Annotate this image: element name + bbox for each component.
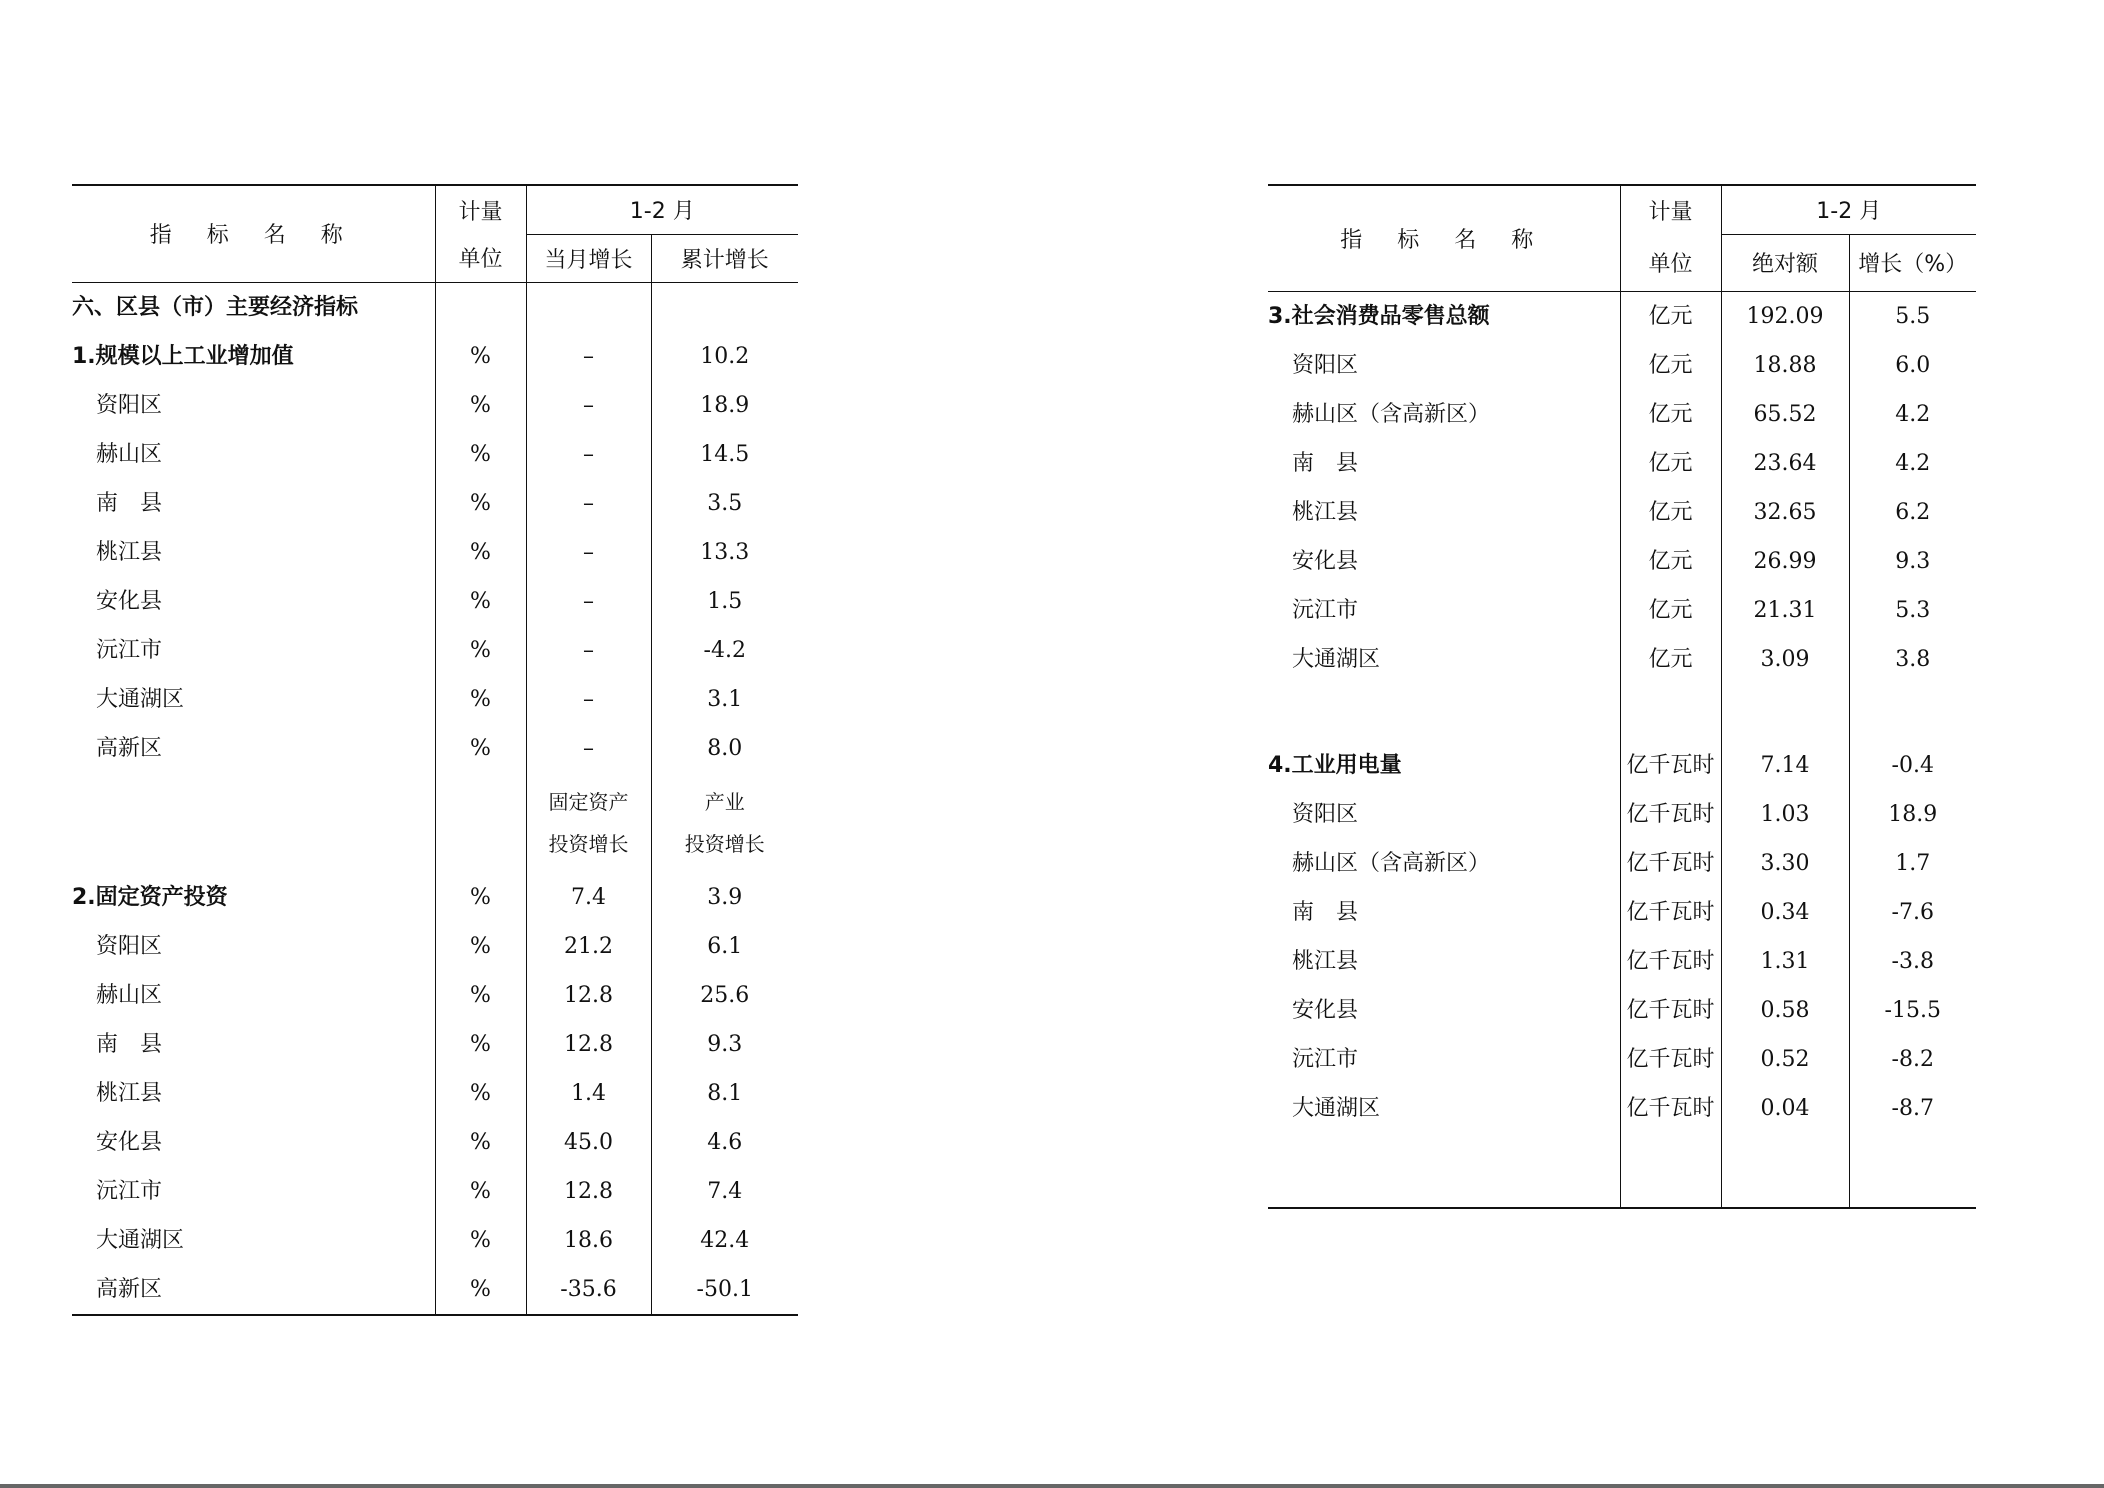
row-cum: 8.1	[707, 1080, 743, 1106]
row-name: 大通湖区	[72, 675, 435, 724]
row-cum: 6.1	[707, 933, 743, 959]
row-growth: 3.8	[1895, 646, 1931, 672]
row-cum: 42.4	[700, 1227, 750, 1253]
row-name: 赫山区	[72, 430, 435, 479]
row-name: 2.固定资产投资	[72, 873, 435, 922]
row-cum: 7.4	[707, 1178, 743, 1204]
indicator-header: 指 标 名 称	[72, 185, 435, 282]
row-abs: 0.58	[1721, 986, 1849, 1035]
row-name: 安化县	[1268, 537, 1620, 586]
table-row	[1268, 937, 1976, 986]
row-month: –	[526, 430, 651, 479]
row-unit: %	[435, 922, 526, 971]
row-abs: 26.99	[1721, 537, 1849, 586]
row-month: –	[526, 332, 651, 381]
row-unit: 亿元	[1620, 537, 1721, 586]
row-growth: 18.9	[1888, 801, 1938, 827]
row-abs: 0.04	[1721, 1084, 1849, 1133]
table-row	[72, 1069, 798, 1118]
table-row	[72, 528, 798, 577]
table-row	[1268, 488, 1976, 537]
fixed-investment-growth-subheader	[526, 773, 651, 873]
row-unit: 亿元	[1620, 291, 1721, 341]
row-growth: -3.8	[1891, 948, 1934, 974]
row-month: –	[526, 724, 651, 773]
row-name: 资阳区	[1268, 341, 1620, 390]
row-name: 大通湖区	[1268, 635, 1620, 684]
row-abs: 1.03	[1721, 790, 1849, 839]
row-name: 沅江市	[1268, 586, 1620, 635]
row-name: 沅江市	[72, 626, 435, 675]
subheader-line2: 投资增长	[548, 831, 629, 856]
row-unit: %	[435, 873, 526, 922]
row-cum: -50.1	[651, 1265, 798, 1315]
table-row	[1268, 790, 1976, 839]
row-unit: 亿元	[1620, 488, 1721, 537]
row-month: –	[526, 626, 651, 675]
row-unit: 亿千瓦时	[1620, 986, 1721, 1035]
row-growth: -8.2	[1891, 1046, 1934, 1072]
row-abs: 21.31	[1721, 586, 1849, 635]
table-row	[72, 332, 798, 381]
row-cum: -4.2	[703, 637, 746, 663]
row-month: –	[526, 528, 651, 577]
row-cum: 1.5	[707, 588, 743, 614]
row-growth: 5.5	[1895, 303, 1931, 329]
row-unit: %	[435, 1069, 526, 1118]
row-unit: 亿千瓦时	[1620, 1084, 1721, 1133]
monthly-growth-header: 当月增长	[526, 234, 651, 282]
row-name: 沅江市	[1268, 1035, 1620, 1084]
row-growth: -0.4	[1891, 752, 1934, 778]
table-row	[72, 282, 798, 332]
period-header: 1-2 月	[1721, 185, 1976, 234]
row-unit: 亿千瓦时	[1620, 888, 1721, 937]
row-unit: %	[435, 332, 526, 381]
table-row	[72, 922, 798, 971]
row-growth: -15.5	[1884, 997, 1941, 1023]
table-row	[1268, 741, 1976, 790]
table-row	[1268, 839, 1976, 888]
spacer-row	[1268, 733, 1976, 741]
row-name: 桃江县	[1268, 937, 1620, 986]
row-name: 赫山区（含高新区）	[1268, 390, 1620, 439]
row-growth: 1.7	[1895, 850, 1931, 876]
row-unit: 亿元	[1620, 439, 1721, 488]
row-name: 安化县	[72, 1118, 435, 1167]
row-name: 南 县	[1268, 888, 1620, 937]
row-growth: -8.7	[1891, 1095, 1934, 1121]
spacer-row	[1268, 1133, 1976, 1208]
row-unit: %	[435, 1167, 526, 1216]
row-month: 12.8	[526, 1167, 651, 1216]
row-growth: 6.0	[1895, 352, 1931, 378]
row-cum: 18.9	[700, 392, 750, 418]
row-month: 21.2	[526, 922, 651, 971]
row-month: –	[526, 479, 651, 528]
row-name: 大通湖区	[1268, 1084, 1620, 1133]
table-row	[1268, 439, 1976, 488]
row-unit: 亿元	[1620, 586, 1721, 635]
row-unit: 亿千瓦时	[1620, 839, 1721, 888]
row-unit: %	[435, 1020, 526, 1069]
row-cum: 14.5	[700, 441, 750, 467]
table-row	[72, 873, 798, 922]
row-abs: 18.88	[1721, 341, 1849, 390]
row-abs: 3.09	[1721, 635, 1849, 684]
table-row	[72, 1216, 798, 1265]
table-row	[72, 675, 798, 724]
row-unit: %	[435, 971, 526, 1020]
row-name: 高新区	[72, 1265, 435, 1315]
table-row	[1268, 1084, 1976, 1133]
row-month: -35.6	[526, 1265, 651, 1315]
table-row	[72, 1265, 798, 1315]
row-cum: 8.0	[707, 735, 743, 761]
unit-header-line1: 计量	[435, 185, 526, 234]
table-row	[72, 1118, 798, 1167]
unit-header-line2: 单位	[435, 234, 526, 282]
row-unit: %	[435, 528, 526, 577]
row-month: 12.8	[526, 971, 651, 1020]
row-unit: %	[435, 1118, 526, 1167]
row-abs: 192.09	[1721, 291, 1849, 341]
table-row	[72, 479, 798, 528]
table-row	[1268, 537, 1976, 586]
row-month: –	[526, 675, 651, 724]
row-unit: 亿元	[1620, 635, 1721, 684]
row-name: 沅江市	[72, 1167, 435, 1216]
row-unit: %	[435, 626, 526, 675]
row-growth: 9.3	[1895, 548, 1931, 574]
row-unit: %	[435, 430, 526, 479]
row-unit: %	[435, 724, 526, 773]
table-row	[72, 577, 798, 626]
row-abs: 3.30	[1721, 839, 1849, 888]
row-cum: 25.6	[700, 982, 750, 1008]
row-abs: 65.52	[1721, 390, 1849, 439]
table-row	[72, 1020, 798, 1069]
section-title: 六、区县（市）主要经济指标	[72, 282, 435, 332]
row-name: 安化县	[1268, 986, 1620, 1035]
row-growth: 4.2	[1895, 450, 1931, 476]
row-abs: 0.52	[1721, 1035, 1849, 1084]
row-month: –	[526, 577, 651, 626]
row-name: 桃江县	[72, 1069, 435, 1118]
subheader-line2: 投资增长	[684, 831, 765, 856]
row-month: 45.0	[526, 1118, 651, 1167]
period-header: 1-2 月	[526, 185, 798, 234]
row-cum: 10.2	[700, 343, 750, 369]
spacer-row	[1268, 684, 1976, 733]
row-name: 资阳区	[1268, 790, 1620, 839]
row-unit: %	[435, 479, 526, 528]
row-name: 资阳区	[72, 922, 435, 971]
row-growth: 6.2	[1895, 499, 1931, 525]
row-cum: 3.9	[707, 884, 743, 910]
row-abs: 0.34	[1721, 888, 1849, 937]
row-growth: -7.6	[1891, 899, 1934, 925]
row-unit: 亿千瓦时	[1620, 1035, 1721, 1084]
table-row	[1268, 986, 1976, 1035]
table-row	[1268, 635, 1976, 684]
table-row	[72, 724, 798, 773]
row-name: 大通湖区	[72, 1216, 435, 1265]
table-row	[72, 626, 798, 675]
table-row	[1268, 586, 1976, 635]
row-abs: 23.64	[1721, 439, 1849, 488]
row-cum: 4.6	[707, 1129, 743, 1155]
row-name: 4.工业用电量	[1268, 741, 1620, 790]
row-abs: 7.14	[1721, 741, 1849, 790]
row-name: 赫山区	[72, 971, 435, 1020]
row-unit: 亿千瓦时	[1620, 790, 1721, 839]
table-row	[1268, 1035, 1976, 1084]
indicator-header: 指 标 名 称	[1268, 185, 1620, 291]
table-row	[72, 430, 798, 479]
table-row	[72, 1167, 798, 1216]
subheader-line1: 固定资产	[548, 789, 629, 814]
row-name: 3.社会消费品零售总额	[1268, 291, 1620, 341]
table-row	[72, 971, 798, 1020]
unit-header-line1: 计量	[1620, 185, 1721, 234]
row-abs: 1.31	[1721, 937, 1849, 986]
row-unit: 亿元	[1620, 390, 1721, 439]
row-name: 资阳区	[72, 381, 435, 430]
row-month: 1.4	[526, 1069, 651, 1118]
row-name: 桃江县	[1268, 488, 1620, 537]
row-cum: 3.1	[707, 686, 743, 712]
absolute-amount-header: 绝对额	[1721, 234, 1849, 291]
cumulative-growth-header: 累计增长	[651, 234, 798, 282]
row-growth: 4.2	[1895, 401, 1931, 427]
row-name: 1.规模以上工业增加值	[72, 332, 435, 381]
growth-percent-header: 增长（%）	[1849, 234, 1976, 291]
page-bottom-border	[0, 1484, 2104, 1488]
row-name: 南 县	[72, 1020, 435, 1069]
table-row	[1268, 341, 1976, 390]
table-row	[1268, 888, 1976, 937]
industry-investment-growth-subheader	[651, 773, 798, 873]
right-statistics-table	[1268, 184, 1976, 1209]
row-unit: 亿元	[1620, 341, 1721, 390]
row-growth: 5.3	[1895, 597, 1931, 623]
sub-header-row	[72, 773, 798, 873]
row-unit: 亿千瓦时	[1620, 937, 1721, 986]
row-month: 12.8	[526, 1020, 651, 1069]
left-statistics-table	[72, 184, 798, 1316]
row-unit: %	[435, 381, 526, 430]
row-cum: 9.3	[707, 1031, 743, 1057]
row-name: 南 县	[1268, 439, 1620, 488]
row-name: 南 县	[72, 479, 435, 528]
row-name: 桃江县	[72, 528, 435, 577]
row-unit: %	[435, 1216, 526, 1265]
row-unit: %	[435, 1265, 526, 1315]
subheader-line1: 产业	[704, 789, 745, 814]
row-name: 赫山区（含高新区）	[1268, 839, 1620, 888]
row-month: 18.6	[526, 1216, 651, 1265]
table-row	[1268, 291, 1976, 341]
unit-header-line2: 单位	[1620, 234, 1721, 291]
row-unit: %	[435, 675, 526, 724]
row-unit: 亿千瓦时	[1620, 741, 1721, 790]
row-month: 7.4	[526, 873, 651, 922]
row-unit: %	[435, 577, 526, 626]
row-abs: 32.65	[1721, 488, 1849, 537]
row-month: –	[526, 381, 651, 430]
row-cum: 3.5	[707, 490, 743, 516]
table-row	[1268, 390, 1976, 439]
table-row	[72, 381, 798, 430]
row-cum: 13.3	[700, 539, 750, 565]
row-name: 安化县	[72, 577, 435, 626]
row-name: 高新区	[72, 724, 435, 773]
